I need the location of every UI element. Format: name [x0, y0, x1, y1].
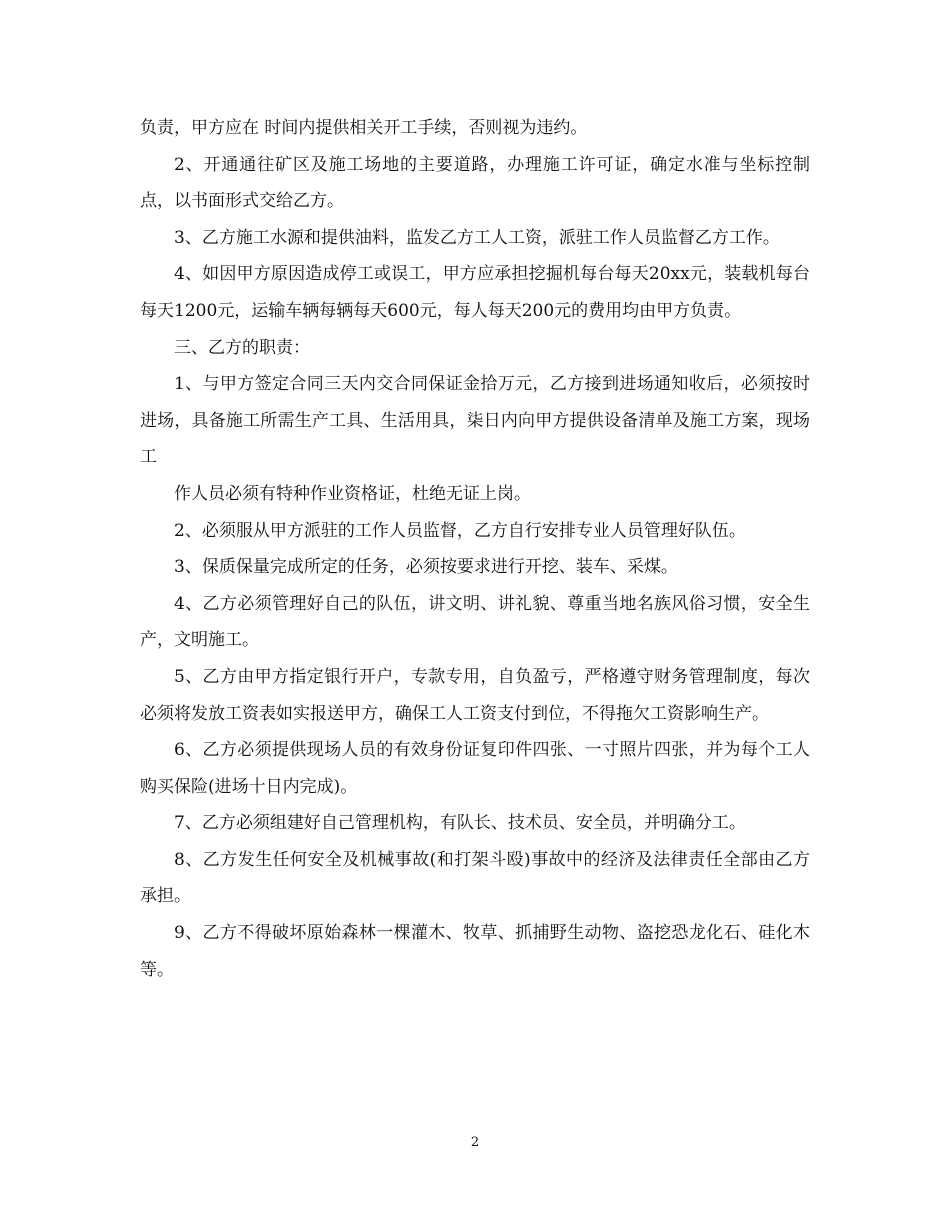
page-number: 2: [470, 1135, 480, 1150]
paragraph: 作人员必须有特种作业资格证，杜绝无证上岗。: [174, 483, 531, 504]
paragraph: 4、乙方必须管理好自己的队伍，讲文明、讲礼貌、尊重当地名族风俗习惯，安全生产，文明施工。: [140, 593, 810, 651]
document-body: [140, 110, 810, 988]
paragraph: 3、保质保量完成所定的任务，必须按要求进行开挖、装车、采煤。: [174, 557, 678, 578]
paragraph: 负责，甲方应在 时间内提供相关开工手续，否则视为违约。: [140, 118, 588, 138]
section-heading: 三、乙方的职责：: [174, 337, 310, 358]
paragraph: 6、乙方必须提供现场人员的有效身份证复印件四张、一寸照片四张，并为每个工人购买保险(进场十日内完成)。: [140, 740, 810, 797]
paragraph: 9、乙方不得破坏原始森林一棵灌木、牧草、抓捕野生动物、盗挖恐龙化石、硅化木等。: [140, 923, 810, 980]
paragraph: 4、如因甲方原因造成停工或误工，甲方应承担挖掘机每台每天20xx元，装载机每台每天1200元，运输车辆每辆每天600元，每人每天200元的费用均由甲方负责。: [140, 264, 810, 321]
paragraph: 2、开通通往矿区及施工场地的主要道路，办理施工许可证，确定水准与坐标控制点，以书面形式交给乙方。: [140, 154, 810, 212]
paragraph: 2、必须服从甲方派驻的工作人员监督，乙方自行安排专业人员管理好队伍。: [174, 520, 746, 541]
paragraph: 1、与甲方签定合同三天内交合同保证金拾万元，乙方接到进场通知收后，必须按时进场，具备施工所需生产工具、生活用具，柒日内向甲方提供设备清单及施工方案，现场工: [140, 374, 810, 468]
paragraph: 3、乙方施工水源和提供油料，监发乙方工人工资，派驻工作人员监督乙方工作。: [174, 227, 780, 248]
paragraph: 5、乙方由甲方指定银行开户，专款专用，自负盈亏，严格遵守财务管理制度，每次必须将发放工资表如实报送甲方，确保工人工资支付到位，不得拖欠工资影响生产。: [140, 666, 810, 724]
paragraph: 8、乙方发生任何安全及机械事故(和打架斗殴)事故中的经济及法律责任全部由乙方承担。: [140, 849, 810, 907]
paragraph: 7、乙方必须组建好自己管理机构，有队长、技术员、安全员，并明确分工。: [174, 813, 746, 834]
